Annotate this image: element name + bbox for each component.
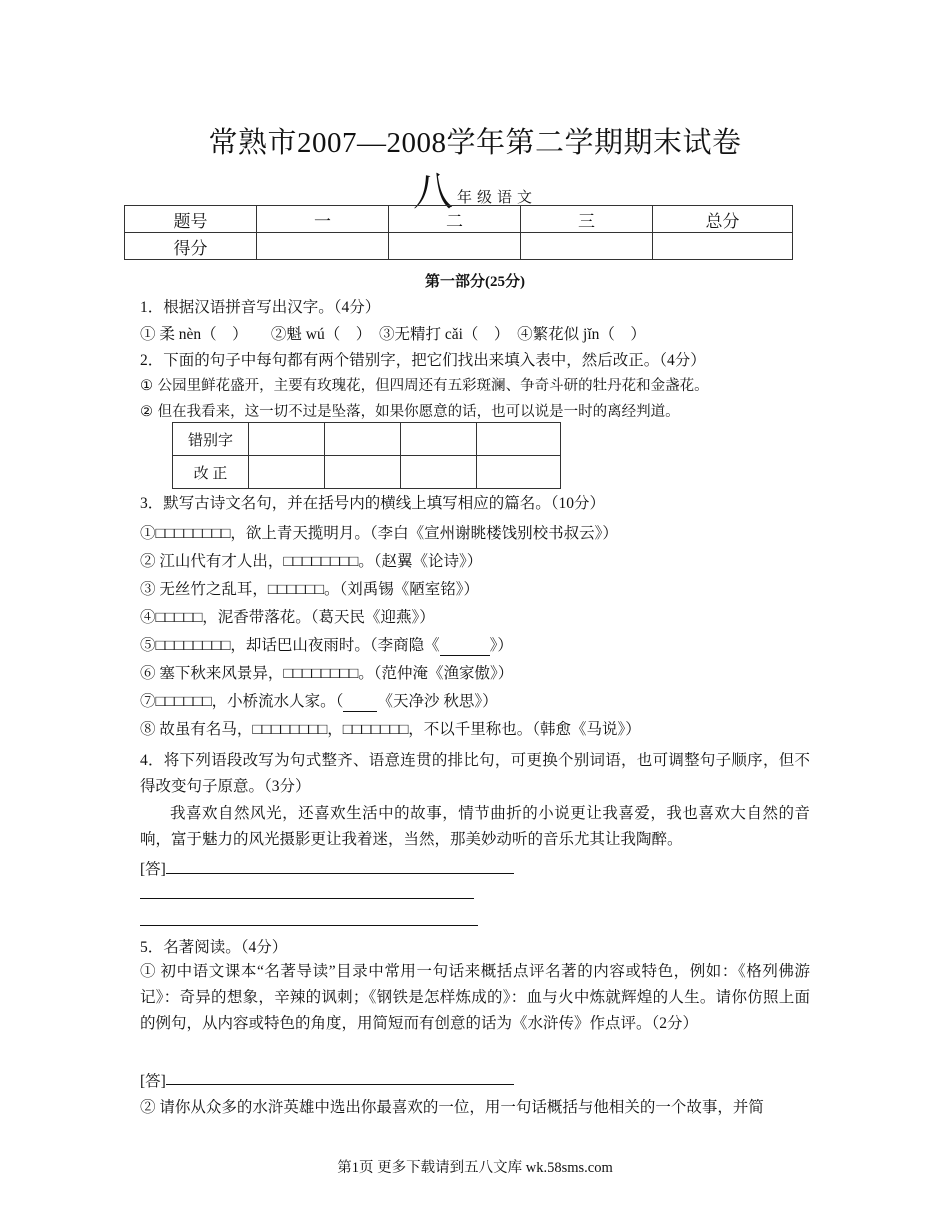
score-row-label: 得分 (125, 233, 257, 260)
q3-line-6: ⑥ 塞下秋来风景异，□□□□□□□□。（范仲淹《渔家傲》） (140, 665, 514, 682)
q4-stem: 4．将下列语段改写为句式整齐、语意连贯的排比句，可更换个别词语，也可调整句子顺序，但不得改变句子原意。（3分） (140, 752, 810, 795)
correction-cell (477, 423, 561, 456)
score-header-cell: 题号 (125, 206, 257, 233)
q4-answer-line (140, 898, 474, 899)
q3-line-2: ② 江山代有才人出，□□□□□□□□。（赵翼《论诗》） (140, 553, 483, 570)
score-cell (389, 233, 521, 260)
correction-row-label: 错别字 (173, 423, 249, 456)
q2-sentence-2: ② 但在我看来，这一切不过是坠落，如果你愿意的话，也可以说是一时的离经判道。 (140, 404, 680, 420)
q3-line-1: ①□□□□□□□□，欲上青天揽明月。（李白《宣州谢眺楼饯别校书叔云》） (140, 525, 618, 542)
score-header-cell: 一 (257, 206, 389, 233)
score-table (124, 205, 793, 260)
correction-row-label: 改 正 (173, 456, 249, 489)
q2-stem: 2．下面的句子中每句都有两个错别字，把它们找出来填入表中，然后改正。（4分） (140, 352, 706, 369)
q5-part-1: ① 初中语文课本“名著导读”目录中常用一句话来概括点评名著的内容或特色，例如：《格列佛游记》：奇异的想象，辛辣的讽刺；《钢铁是怎样炼成的》：血与火中炼就辉煌的人生。请你仿照上面的例句，从内容或特色的角度，用简短而有创意的话为《水浒传》作点评。（2分） (140, 963, 810, 1032)
correction-cell (325, 423, 401, 456)
q3-line-7 (140, 689, 498, 712)
correction-row-fixed (173, 456, 561, 489)
page-footer: 第1页 更多下载请到五八文库 wk.58sms.com (337, 1160, 613, 1176)
correction-cell (477, 456, 561, 489)
score-header-cell: 二 (389, 206, 521, 233)
score-cell (257, 233, 389, 260)
q2-sentence-1: ① 公园里鲜花盛开，主要有玫瑰花，但四周还有五彩斑澜、争奇斗研的牡丹花和金盏花。 (140, 378, 709, 394)
q3-line-5-text: ⑤□□□□□□□□，却话巴山夜雨时。（李商隐《 (140, 637, 440, 654)
grade-subject: 年级语文 (456, 190, 537, 206)
score-cell (521, 233, 653, 260)
score-cell (653, 233, 793, 260)
q4-answer-label: [答] (140, 861, 166, 878)
correction-table (172, 422, 561, 489)
correction-row-wrong (173, 423, 561, 456)
q3-line-8: ⑧ 故虽有名马，□□□□□□□□，□□□□□□□，不以千里称也。（韩愈《马说》） (140, 721, 641, 738)
score-table-header-row (125, 206, 793, 233)
grade-number: 八 (412, 169, 453, 214)
exam-title: 常熟市2007—2008学年第二学期期末试卷 (208, 127, 742, 159)
correction-cell (249, 423, 325, 456)
score-header-cell: 总分 (653, 206, 793, 233)
q5-part-2: ② 请你从众多的水浒英雄中选出你最喜欢的一位，用一句话概括与他相关的一个故事，并简 (140, 1099, 764, 1116)
q5-answer-line (166, 1084, 514, 1085)
q3-line-7-text: ⑦□□□□□□，小桥流水人家。（ (140, 693, 344, 710)
score-table-score-row (125, 233, 793, 260)
q4-answer-line (140, 925, 478, 926)
score-header-cell: 三 (521, 206, 653, 233)
q3-stem: 3．默写古诗文名句，并在括号内的横线上填写相应的篇名。（10分） (140, 495, 606, 512)
q4-passage: 我喜欢自然风光，还喜欢生活中的故事，情节曲折的小说更让我喜爱，我也喜欢大自然的音响，富于魅力的风光摄影更让我着迷，当然，那美妙动听的音乐尤其让我陶醉。 (140, 804, 810, 848)
q3-line-5-end: 》） (489, 637, 513, 654)
q5-answer-label: [答] (140, 1073, 166, 1090)
correction-cell (401, 456, 477, 489)
correction-cell (249, 456, 325, 489)
q1-items: ① 柔 nèn（ ） ②魁 wú（ ） ③无精打 cǎi（ ） ④繁花似 jǐn（ ） (140, 326, 646, 343)
q3-line-3: ③ 无丝竹之乱耳，□□□□□□。（刘禹锡《陋室铭》） (140, 581, 480, 598)
q1-stem: 1．根据汉语拼音写出汉字。（4分） (140, 299, 381, 316)
correction-cell (325, 456, 401, 489)
q3-line-5 (140, 633, 513, 656)
q4-answer-line (166, 873, 514, 874)
section-heading: 第一部分(25分) (425, 274, 525, 290)
q3-line-5-blank (440, 637, 490, 656)
q3-line-7-blank (343, 693, 377, 712)
correction-cell (401, 423, 477, 456)
q3-line-7-end: 《天净沙 秋思》） (377, 693, 498, 710)
q5-stem: 5．名著阅读。（4分） (140, 939, 288, 956)
q3-line-4: ④□□□□□，泥香带落花。（葛天民《迎燕》） (140, 609, 435, 626)
